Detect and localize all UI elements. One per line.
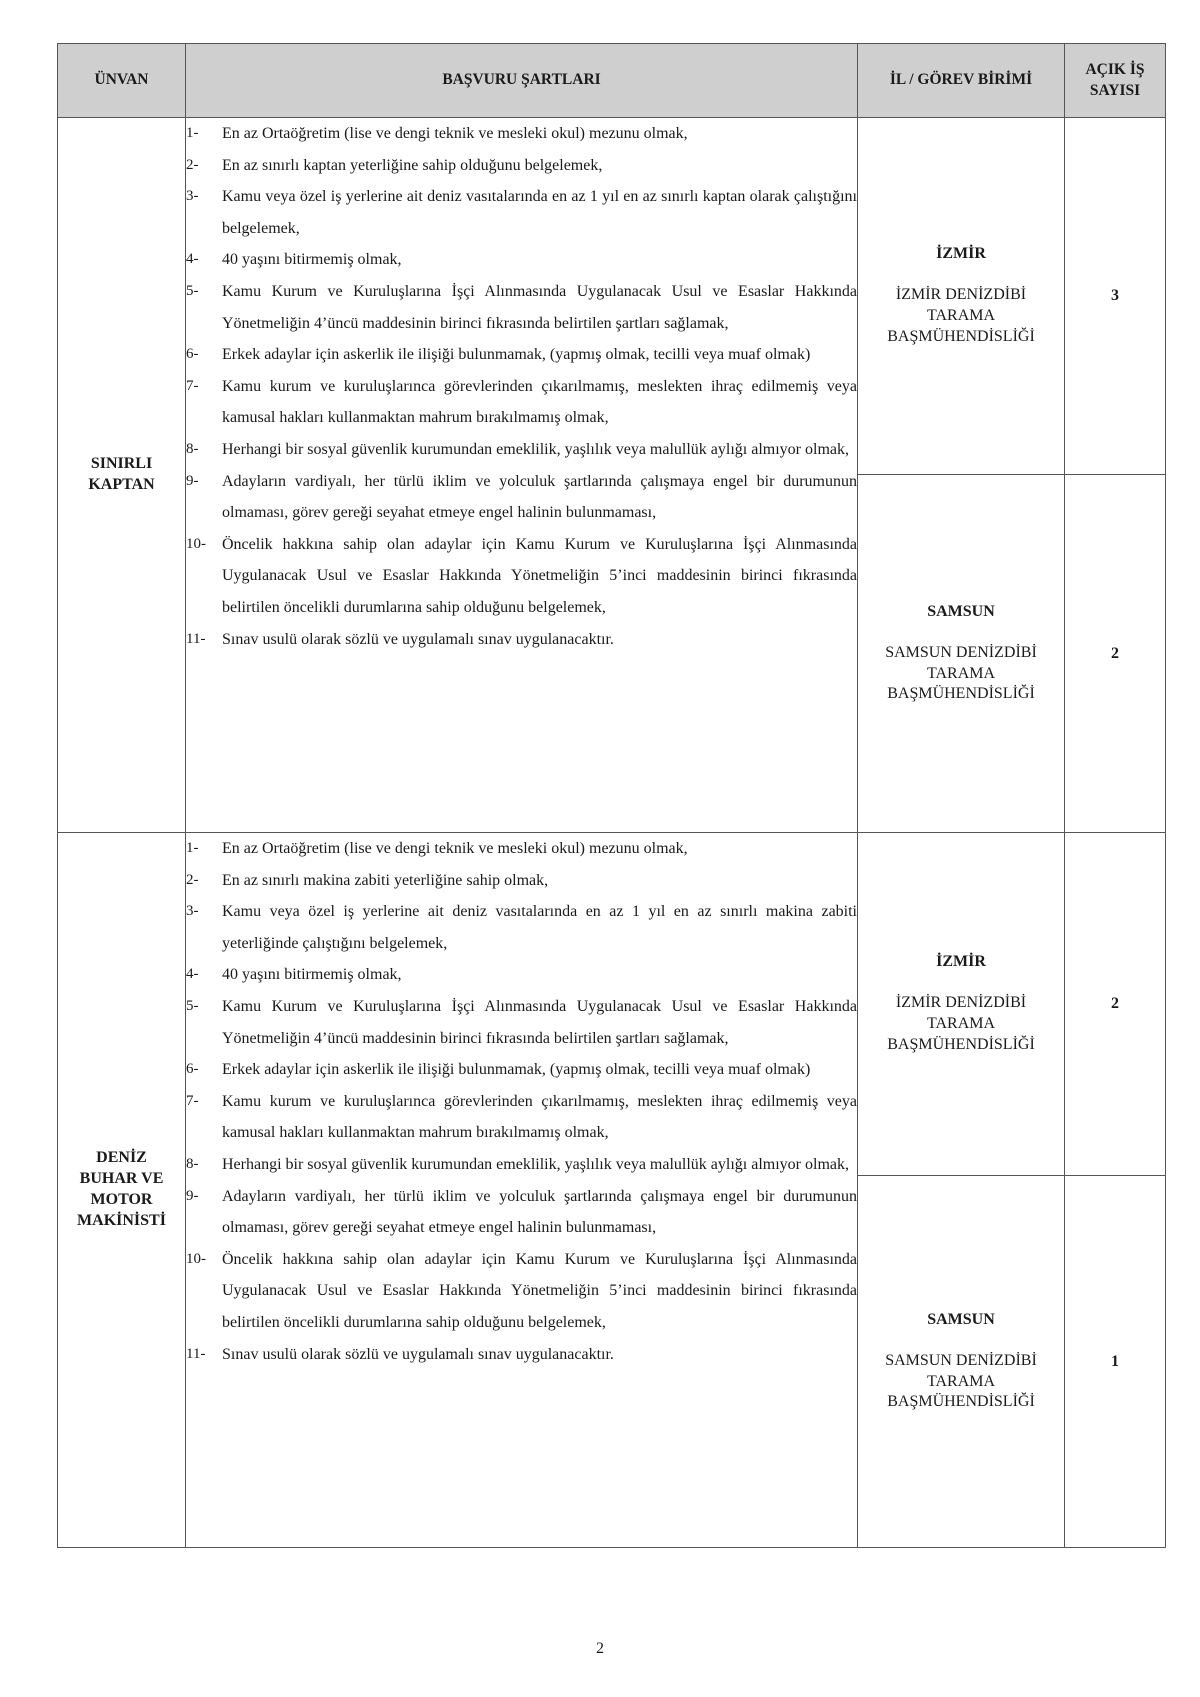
requirement-item: 2- En az sınırlı kaptan yeterliğine sahip olduğunu belgelemek,	[186, 156, 603, 174]
position-title-line: BUHAR VE	[79, 1170, 164, 1188]
requirements-cell	[186, 833, 858, 1548]
unit-name-line: İZMİR DENİZDİBİ	[895, 286, 1027, 304]
position-title	[58, 833, 186, 1548]
requirement-item: 8- Herhangi bir sosyal güvenlik kurumundan emeklilik, yaşlılık veya malullük aylığı almıyor olmak,	[186, 440, 849, 458]
requirement-item: 7- Kamu kurum ve kuruluşlarınca görevlerinden çıkarılmamış, meslekten ihraç edilmemiş veya kamusal hakları kullanmaktan mahrum bırakılmamış olmak,	[186, 377, 857, 427]
unit-city: İZMİR	[936, 245, 986, 263]
requirement-item: 10- Öncelik hakkına sahip olan adaylar için Kamu Kurum ve Kuruluşlarına İşçi Alınmasında Uygulanacak Usul ve Esaslar Hakkında Yönetmeliğin 5’inci maddesinin birinci fıkrasında belirtilen öncelikli durumlarına sahip olduğunu belgelemek,	[186, 535, 857, 616]
unit-cell	[858, 475, 1065, 833]
unit-name-line: TARAMA	[926, 1372, 996, 1390]
opening-count: 3	[1065, 118, 1166, 475]
page-number: 2	[596, 1640, 604, 1657]
requirement-item: 1- En az Ortaöğretim (lise ve dengi teknik ve mesleki okul) mezunu olmak,	[186, 125, 688, 142]
header-row	[58, 44, 1166, 118]
position-title-line: DENİZ	[96, 1149, 147, 1167]
requirements-cell	[186, 118, 858, 833]
requirement-item: 1- En az Ortaöğretim (lise ve dengi teknik ve mesleki okul) mezunu olmak,	[186, 840, 688, 857]
unit-name-line: SAMSUN DENİZDİBİ	[885, 643, 1037, 661]
header-count-line2: SAYISI	[1089, 81, 1141, 99]
requirement-item: 3- Kamu veya özel iş yerlerine ait deniz vasıtalarında en az 1 yıl en az sınırlı kaptan olarak çalıştığını belgelemek,	[186, 188, 857, 237]
header-count-line1: AÇIK İŞ	[1085, 61, 1145, 79]
requirement-item: 7- Kamu kurum ve kuruluşlarınca görevlerinden çıkarılmamış, meslekten ihraç edilmemiş veya kamusal hakları kullanmaktan mahrum bırakılmamış olmak,	[186, 1092, 857, 1142]
header-requirements: BAŞVURU ŞARTLARI	[186, 44, 858, 118]
unit-name-line: BAŞMÜHENDİSLİĞİ	[887, 327, 1035, 345]
position-row	[58, 118, 1166, 475]
requirement-item: 4- 40 yaşını bitirmemiş olmak,	[186, 966, 402, 984]
position-title-line: KAPTAN	[88, 476, 155, 493]
requirement-item: 6- Erkek adaylar için askerlik ile ilişiği bulunmamak, (yapmış olmak, tecilli veya muaf olmak)	[186, 346, 811, 364]
requirement-item: 11- Sınav usulü olarak sözlü ve uygulamalı sınav uygulanacaktır.	[186, 630, 614, 648]
position-title-line: MAKİNİSTİ	[77, 1211, 166, 1229]
requirement-item: 9- Adayların vardiyalı, her türlü iklim ve yolculuk şartlarında çalışmaya engel bir durumunun olmaması, görev gereği seyahat etmeye engel halinin bulunmaması,	[186, 472, 857, 522]
unit-name-line: BAŞMÜHENDİSLİĞİ	[887, 1393, 1035, 1411]
requirement-item: 10- Öncelik hakkına sahip olan adaylar için Kamu Kurum ve Kuruluşlarına İşçi Alınmasında Uygulanacak Usul ve Esaslar Hakkında Yönetmeliğin 5’inci maddesinin birinci fıkrasında belirtilen öncelikli durumlarına sahip olduğunu belgelemek,	[186, 1250, 857, 1331]
requirement-item: 8- Herhangi bir sosyal güvenlik kurumundan emeklilik, yaşlılık veya malullük aylığı almıyor olmak,	[186, 1155, 849, 1173]
unit-cell	[858, 118, 1065, 475]
unit-cell	[858, 833, 1065, 1176]
requirement-item: 5- Kamu Kurum ve Kuruluşlarına İşçi Alınmasında Uygulanacak Usul ve Esaslar Hakkında Yönetmeliğin 4’üncü maddesinin birinci fıkrasında belirtilen şartları sağlamak,	[186, 997, 857, 1047]
unit-name-line: İZMİR DENİZDİBİ	[895, 994, 1027, 1012]
unit-name-line: TARAMA	[926, 664, 996, 682]
unit-name-line: TARAMA	[926, 1015, 996, 1032]
requirement-item: 3- Kamu veya özel iş yerlerine ait deniz vasıtalarında en az 1 yıl en az sınırlı makina zabiti yeterliğinde çalıştığını belgelemek,	[186, 903, 857, 952]
opening-count: 1	[1065, 1176, 1166, 1548]
unit-name-line: TARAMA	[926, 307, 996, 324]
requirement-item: 9- Adayların vardiyalı, her türlü iklim ve yolculuk şartlarında çalışmaya engel bir durumunun olmaması, görev gereği seyahat etmeye engel halinin bulunmaması,	[186, 1187, 857, 1237]
requirement-item: 5- Kamu Kurum ve Kuruluşlarına İşçi Alınmasında Uygulanacak Usul ve Esaslar Hakkında Yönetmeliğin 4’üncü maddesinin birinci fıkrasında belirtilen şartları sağlamak,	[186, 282, 857, 332]
requirement-item: 2- En az sınırlı makina zabiti yeterliğine sahip olmak,	[186, 871, 549, 889]
unit-name-line: BAŞMÜHENDİSLİĞİ	[887, 685, 1035, 703]
unit-city: SAMSUN	[927, 602, 995, 620]
requirement-item: 4- 40 yaşını bitirmemiş olmak,	[186, 251, 402, 269]
unit-cell	[858, 1176, 1065, 1548]
requirement-item: 6- Erkek adaylar için askerlik ile ilişiği bulunmamak, (yapmış olmak, tecilli veya muaf olmak)	[186, 1061, 811, 1079]
opening-count: 2	[1065, 833, 1166, 1176]
header-count	[1065, 44, 1166, 118]
unit-city: İZMİR	[936, 953, 986, 971]
header-title: ÜNVAN	[58, 44, 186, 118]
header-unit: İL / GÖREV BİRİMİ	[858, 44, 1065, 118]
position-row	[58, 833, 1166, 1176]
job-openings-table	[57, 43, 1166, 1548]
unit-name-line: BAŞMÜHENDİSLİĞİ	[887, 1035, 1035, 1053]
position-title-line: SINIRLI	[90, 455, 153, 473]
position-title-line: MOTOR	[90, 1191, 153, 1208]
unit-name-line: SAMSUN DENİZDİBİ	[885, 1351, 1037, 1369]
position-title	[58, 118, 186, 833]
unit-city: SAMSUN	[927, 1310, 995, 1328]
opening-count: 2	[1065, 475, 1166, 833]
requirement-item: 11- Sınav usulü olarak sözlü ve uygulamalı sınav uygulanacaktır.	[186, 1345, 614, 1363]
